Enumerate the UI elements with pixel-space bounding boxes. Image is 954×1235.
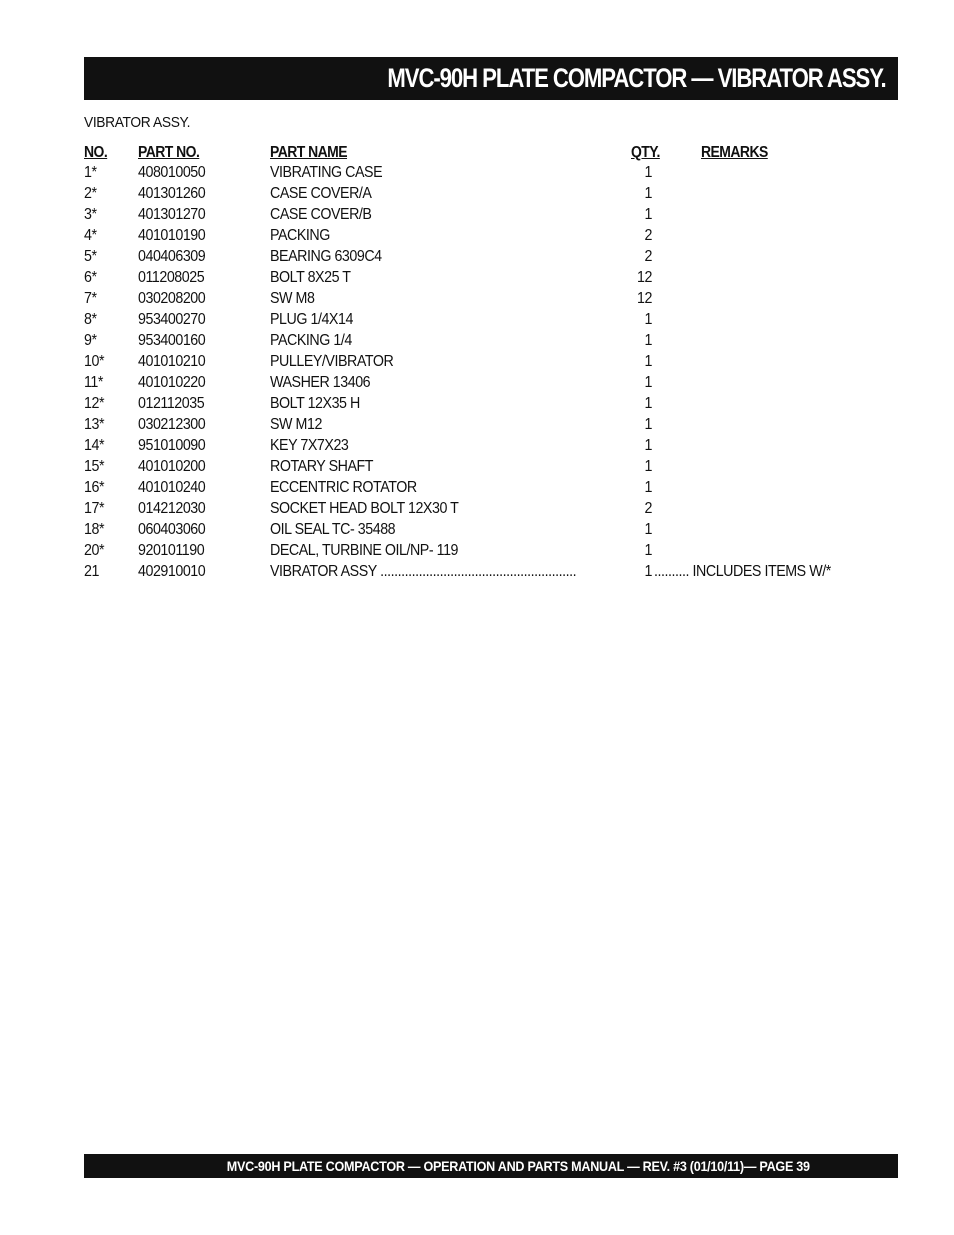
page-footer-text: MVC-90H PLATE COMPACTOR — OPERATION AND PARTS MANUAL — REV. #3 (01/10/11)— PAGE 39 [226,1158,810,1174]
table-row [0,205,954,226]
table-row [0,352,954,373]
table-row [0,562,954,583]
cell-item-no: 10* [84,353,105,370]
cell-part-name: SW M12 [270,416,322,433]
table-row [0,499,954,520]
column-header-part-no: PART NO. [138,144,200,161]
cell-part-no: 060403060 [138,521,206,538]
cell-item-no: 20* [84,542,105,559]
cell-part-no: 953400160 [138,332,206,349]
cell-qty: 1 [644,206,652,223]
table-row [0,163,954,184]
table-row [0,457,954,478]
page-title: MVC-90H PLATE COMPACTOR — VIBRATOR ASSY. [387,63,886,93]
cell-item-no: 14* [84,437,105,454]
page-header-bar [84,57,898,100]
cell-part-no: 030212300 [138,416,206,433]
cell-item-no: 9* [84,332,97,349]
cell-qty: 2 [644,248,652,265]
cell-part-no: 011208025 [138,269,205,286]
parts-table [0,163,954,583]
cell-part-name: ROTARY SHAFT [270,458,374,475]
cell-part-no: 401010220 [138,374,206,391]
section-label: VIBRATOR ASSY. [84,114,191,131]
cell-part-no: 951010090 [138,437,206,454]
cell-item-no: 1* [84,164,97,181]
cell-part-name: CASE COVER/A [270,185,372,202]
cell-item-no: 5* [84,248,97,265]
cell-part-name: DECAL, TURBINE OIL/NP- 119 [270,542,459,559]
table-row [0,289,954,310]
table-row [0,331,954,352]
cell-part-name: BOLT 8X25 T [270,269,351,286]
cell-part-name: SW M8 [270,290,315,307]
cell-part-name: VIBRATING CASE [270,164,383,181]
cell-part-no: 040406309 [138,248,206,265]
cell-part-no: 014212030 [138,500,206,517]
cell-part-no: 401010190 [138,227,206,244]
cell-part-name: BOLT 12X35 H [270,395,360,412]
cell-part-name: WASHER 13406 [270,374,371,391]
cell-qty: 1 [644,164,652,181]
cell-item-no: 16* [84,479,105,496]
cell-part-no: 953400270 [138,311,206,328]
table-row [0,310,954,331]
cell-item-no: 4* [84,227,97,244]
cell-part-name: PACKING [270,227,330,244]
cell-remarks: .......... INCLUDES ITEMS W/* [654,563,831,580]
cell-qty: 1 [644,374,652,391]
cell-qty: 1 [644,311,652,328]
cell-part-no: 401010210 [138,353,206,370]
table-row [0,394,954,415]
cell-part-name: PULLEY/VIBRATOR [270,353,394,370]
cell-item-no: 15* [84,458,105,475]
column-header-qty: QTY. [631,144,660,161]
cell-qty: 2 [644,500,652,517]
cell-qty: 1 [644,185,652,202]
cell-qty: 1 [644,416,652,433]
cell-item-no: 13* [84,416,105,433]
cell-part-name: BEARING 6309C4 [270,248,382,265]
cell-item-no: 18* [84,521,105,538]
cell-part-no: 408010050 [138,164,206,181]
cell-part-no: 012112035 [138,395,205,412]
cell-part-no: 401301270 [138,206,206,223]
cell-item-no: 8* [84,311,97,328]
table-row [0,247,954,268]
cell-qty: 1 [644,353,652,370]
table-row [0,184,954,205]
cell-part-name: OIL SEAL TC- 35488 [270,521,396,538]
cell-part-no: 401010200 [138,458,206,475]
cell-item-no: 7* [84,290,97,307]
cell-qty: 1 [644,521,652,538]
cell-item-no: 21 [84,563,99,580]
cell-qty: 1 [644,332,652,349]
table-row [0,520,954,541]
cell-item-no: 11* [84,374,103,391]
table-row [0,478,954,499]
table-row [0,541,954,562]
cell-part-name: ECCENTRIC ROTATOR [270,479,417,496]
column-header-remarks: REMARKS [701,144,768,161]
cell-part-name: PACKING 1/4 [270,332,352,349]
table-row [0,415,954,436]
column-header-no: NO. [84,144,108,161]
table-row [0,226,954,247]
cell-qty: 2 [644,227,652,244]
cell-qty: 1 [644,479,652,496]
cell-qty: 1 [644,563,652,580]
column-header-part-name: PART NAME [270,144,348,161]
table-row [0,268,954,289]
cell-part-no: 030208200 [138,290,206,307]
cell-part-no: 402910010 [138,563,206,580]
cell-part-no: 920101190 [138,542,205,559]
cell-part-name: CASE COVER/B [270,206,372,223]
cell-qty: 1 [644,458,652,475]
cell-qty: 1 [644,395,652,412]
table-row [0,373,954,394]
cell-item-no: 17* [84,500,105,517]
cell-part-name: PLUG 1/4X14 [270,311,353,328]
cell-qty: 12 [637,269,652,286]
cell-qty: 1 [644,437,652,454]
page-footer-bar [84,1154,898,1178]
cell-part-name: VIBRATOR ASSY ........................................................ [270,563,577,580]
cell-part-name: KEY 7X7X23 [270,437,349,454]
cell-item-no: 6* [84,269,97,286]
table-row [0,436,954,457]
cell-qty: 1 [644,542,652,559]
cell-part-name: SOCKET HEAD BOLT 12X30 T [270,500,459,517]
cell-item-no: 2* [84,185,97,202]
cell-part-no: 401301260 [138,185,206,202]
cell-part-no: 401010240 [138,479,206,496]
cell-qty: 12 [637,290,652,307]
cell-item-no: 3* [84,206,97,223]
cell-item-no: 12* [84,395,105,412]
